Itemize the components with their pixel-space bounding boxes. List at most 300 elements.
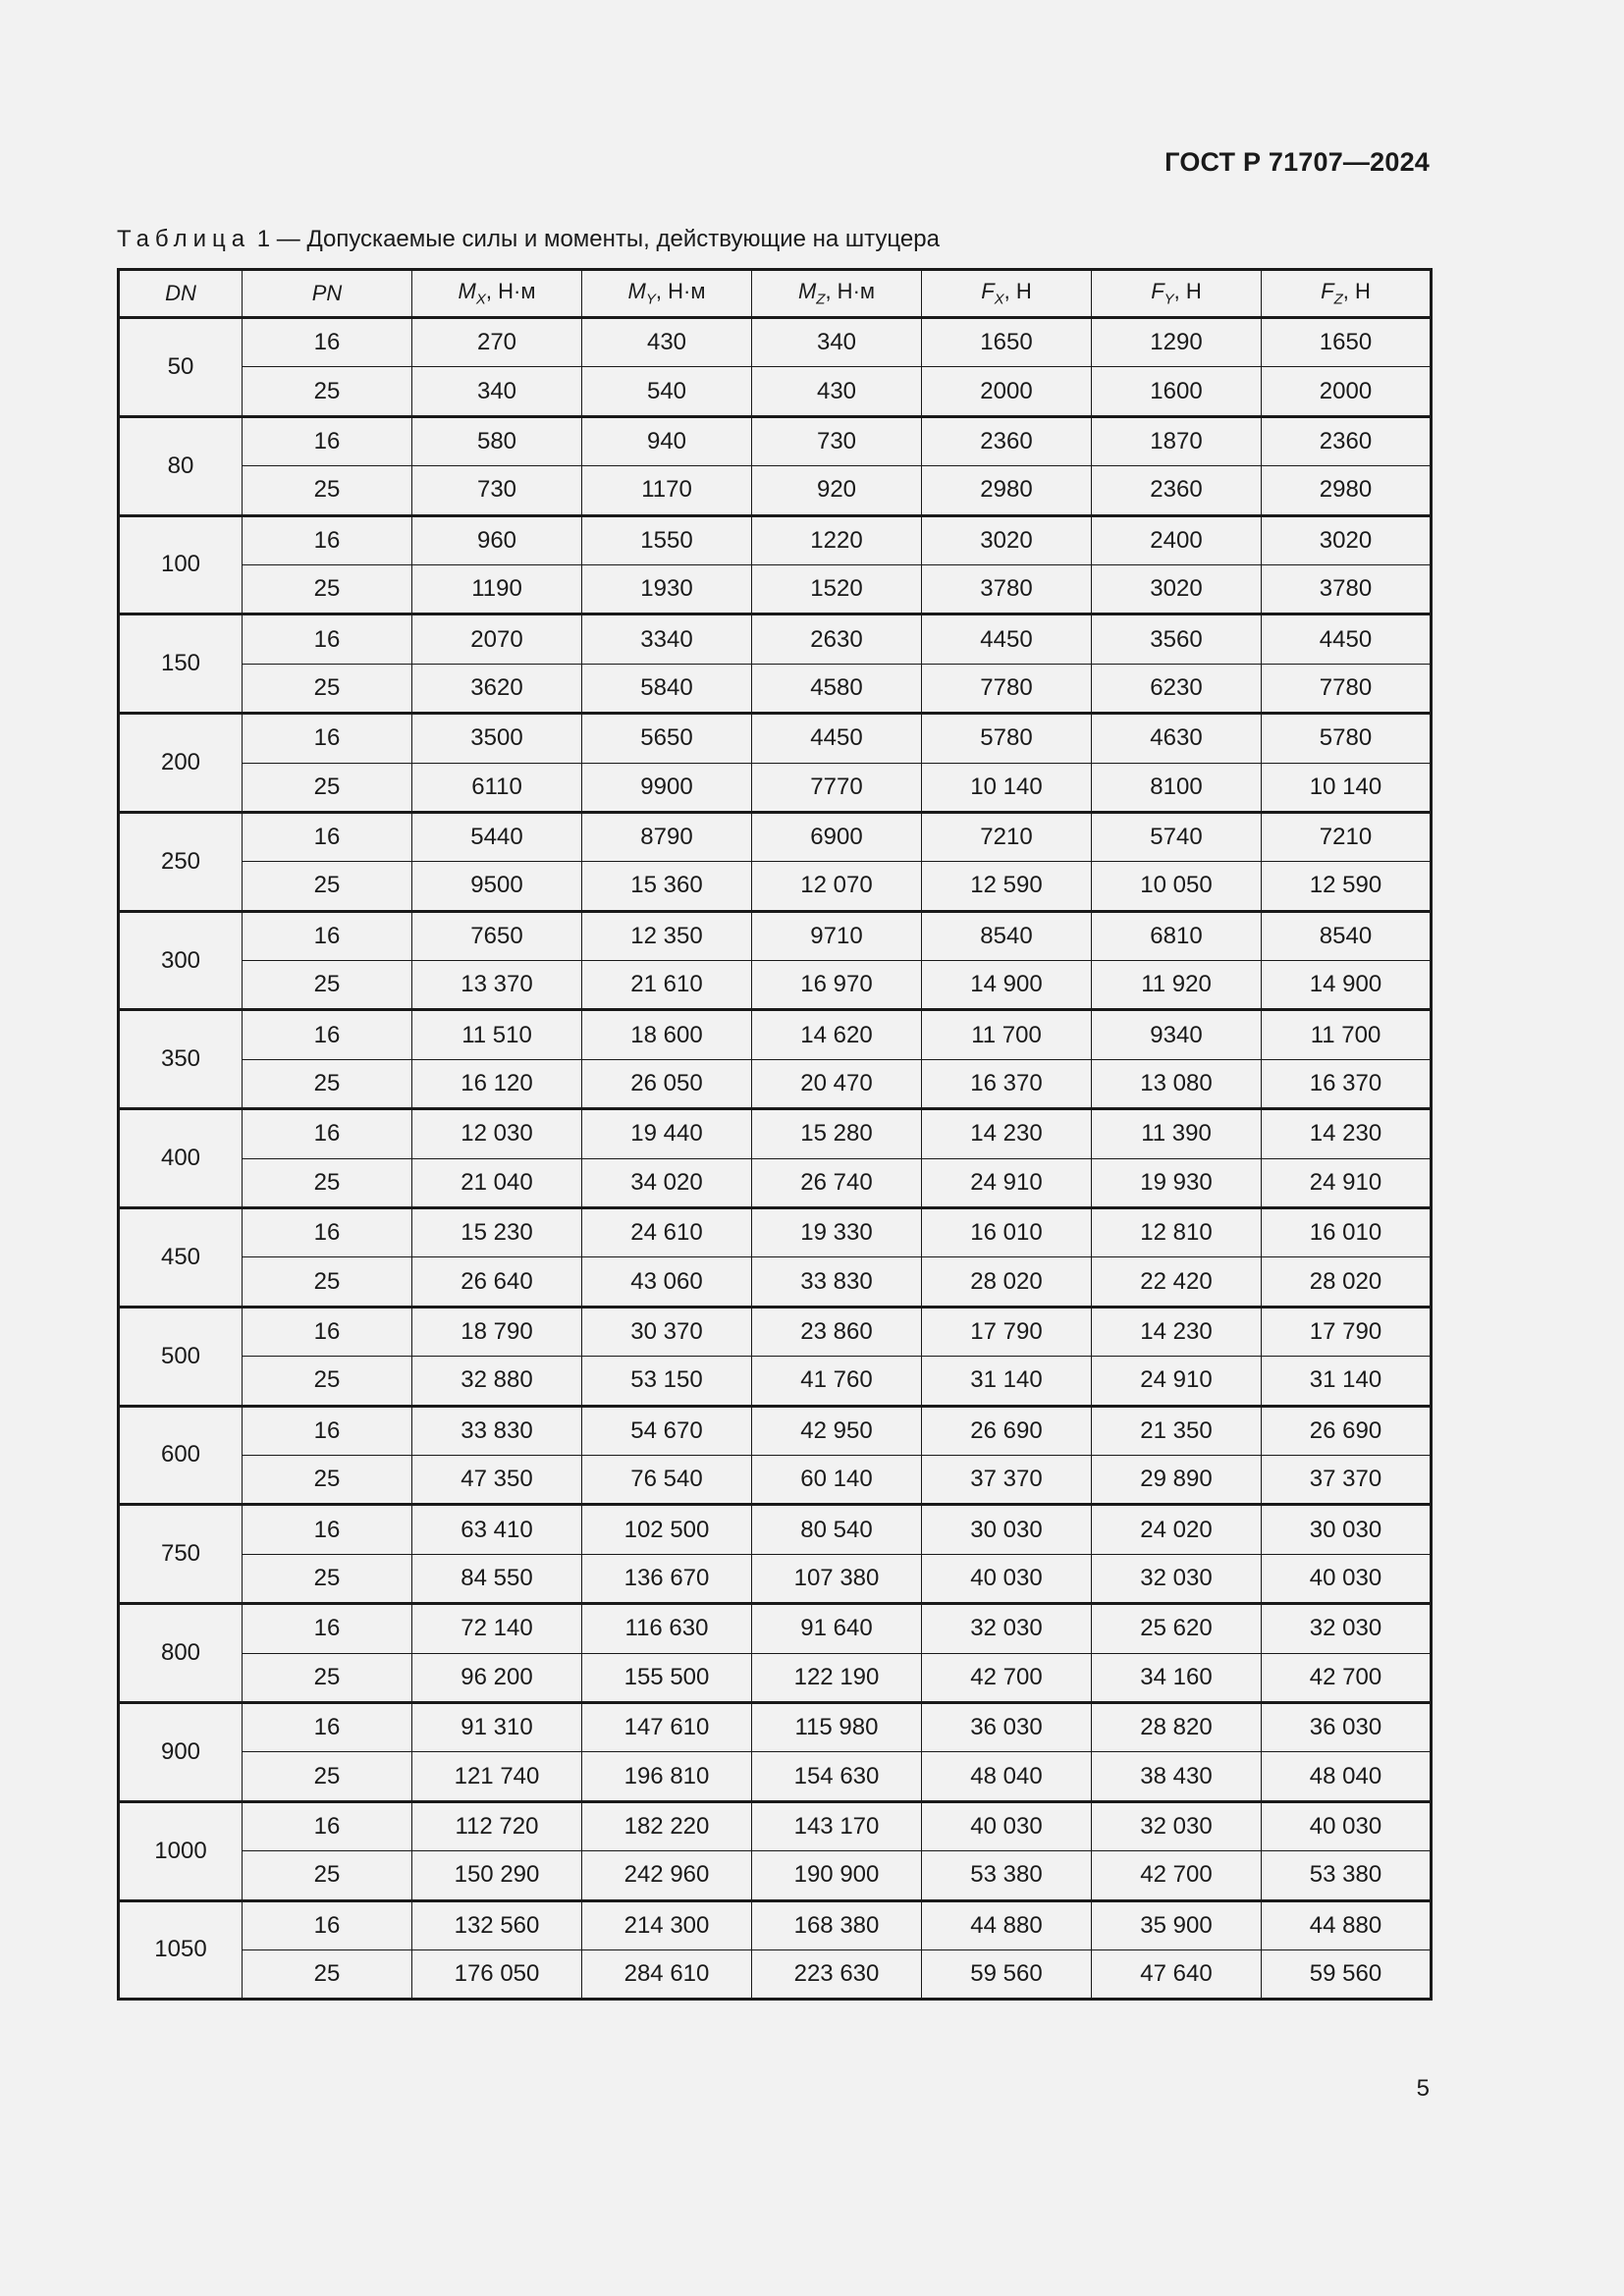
table-row (119, 564, 1432, 614)
cell-value: 31 140 (1262, 1357, 1432, 1406)
cell-pn: 16 (243, 416, 412, 465)
cell-value: 17 790 (1262, 1307, 1432, 1356)
cell-value: 2360 (922, 416, 1092, 465)
table-row (119, 1307, 1432, 1356)
cell-value: 6110 (412, 763, 582, 812)
cell-value: 47 640 (1092, 1949, 1262, 1999)
cell-value: 16 010 (922, 1208, 1092, 1257)
cell-value: 20 470 (752, 1059, 922, 1108)
col-header-pn: PN (243, 270, 412, 318)
cell-value: 10 050 (1092, 862, 1262, 911)
cell-value: 25 620 (1092, 1604, 1262, 1653)
cell-value: 34 160 (1092, 1653, 1262, 1702)
cell-pn: 16 (243, 1604, 412, 1653)
cell-value: 4630 (1092, 714, 1262, 763)
cell-dn: 80 (119, 416, 243, 515)
cell-value: 155 500 (582, 1653, 752, 1702)
cell-value: 18 790 (412, 1307, 582, 1356)
cell-value: 5650 (582, 714, 752, 763)
cell-value: 284 610 (582, 1949, 752, 1999)
cell-value: 154 630 (752, 1752, 922, 1801)
cell-value: 30 030 (922, 1505, 1092, 1554)
cell-value: 32 880 (412, 1357, 582, 1406)
cell-value: 214 300 (582, 1900, 752, 1949)
table-row (119, 515, 1432, 564)
cell-value: 12 070 (752, 862, 922, 911)
document-id: ГОСТ Р 71707—2024 (1164, 147, 1430, 177)
table-row (119, 714, 1432, 763)
cell-dn: 900 (119, 1702, 243, 1801)
cell-value: 33 830 (752, 1257, 922, 1307)
cell-value: 176 050 (412, 1949, 582, 1999)
cell-value: 2360 (1262, 416, 1432, 465)
table-row (119, 1949, 1432, 1999)
cell-pn: 25 (243, 763, 412, 812)
cell-dn: 750 (119, 1505, 243, 1604)
cell-dn: 100 (119, 515, 243, 614)
cell-value: 16 970 (752, 961, 922, 1010)
table-row (119, 812, 1432, 861)
cell-value: 32 030 (922, 1604, 1092, 1653)
cell-value: 121 740 (412, 1752, 582, 1801)
cell-value: 116 630 (582, 1604, 752, 1653)
cell-dn: 200 (119, 714, 243, 813)
cell-value: 12 590 (1262, 862, 1432, 911)
cell-value: 14 900 (922, 961, 1092, 1010)
cell-value: 28 820 (1092, 1702, 1262, 1751)
cell-value: 960 (412, 515, 582, 564)
table-row (119, 1752, 1432, 1801)
cell-pn: 25 (243, 664, 412, 713)
cell-value: 16 010 (1262, 1208, 1432, 1257)
cell-value: 5780 (1262, 714, 1432, 763)
cell-value: 12 030 (412, 1109, 582, 1158)
cell-pn: 16 (243, 515, 412, 564)
cell-value: 76 540 (582, 1455, 752, 1504)
cell-pn: 16 (243, 1010, 412, 1059)
cell-value: 182 220 (582, 1801, 752, 1850)
cell-value: 540 (582, 367, 752, 416)
table-row (119, 1357, 1432, 1406)
table-row (119, 416, 1432, 465)
cell-value: 340 (412, 367, 582, 416)
cell-value: 19 440 (582, 1109, 752, 1158)
cell-pn: 25 (243, 1851, 412, 1900)
cell-value: 3020 (922, 515, 1092, 564)
cell-dn: 1050 (119, 1900, 243, 2000)
cell-pn: 16 (243, 911, 412, 960)
cell-value: 4450 (752, 714, 922, 763)
cell-value: 2980 (922, 466, 1092, 515)
cell-value: 59 560 (1262, 1949, 1432, 1999)
cell-value: 168 380 (752, 1900, 922, 1949)
cell-value: 53 380 (922, 1851, 1092, 1900)
cell-pn: 25 (243, 1554, 412, 1603)
cell-value: 19 930 (1092, 1158, 1262, 1207)
cell-value: 242 960 (582, 1851, 752, 1900)
cell-value: 7780 (1262, 664, 1432, 713)
cell-value: 14 900 (1262, 961, 1432, 1010)
cell-value: 1520 (752, 564, 922, 614)
cell-value: 5780 (922, 714, 1092, 763)
cell-value: 3020 (1092, 564, 1262, 614)
table-row (119, 1653, 1432, 1702)
cell-value: 5840 (582, 664, 752, 713)
cell-value: 80 540 (752, 1505, 922, 1554)
col-header-fz: $F_Z$, Н (1262, 270, 1432, 318)
col-header-mx: $M_X$, Н·м (412, 270, 582, 318)
cell-value: 190 900 (752, 1851, 922, 1900)
cell-value: 35 900 (1092, 1900, 1262, 1949)
table-row (119, 1505, 1432, 1554)
forces-moments-table (117, 268, 1433, 2001)
cell-value: 14 620 (752, 1010, 922, 1059)
cell-value: 91 310 (412, 1702, 582, 1751)
cell-value: 136 670 (582, 1554, 752, 1603)
cell-pn: 16 (243, 614, 412, 664)
cell-value: 91 640 (752, 1604, 922, 1653)
cell-pn: 16 (243, 1801, 412, 1850)
table-body (119, 318, 1432, 2000)
table-row (119, 1455, 1432, 1504)
cell-dn: 350 (119, 1010, 243, 1109)
cell-value: 59 560 (922, 1949, 1092, 1999)
cell-value: 10 140 (1262, 763, 1432, 812)
table-row (119, 1801, 1432, 1850)
cell-value: 580 (412, 416, 582, 465)
cell-value: 24 610 (582, 1208, 752, 1257)
cell-value: 1190 (412, 564, 582, 614)
table-row (119, 1851, 1432, 1900)
cell-value: 112 720 (412, 1801, 582, 1850)
cell-value: 430 (582, 318, 752, 367)
table-row (119, 1406, 1432, 1455)
cell-value: 26 690 (1262, 1406, 1432, 1455)
cell-value: 26 740 (752, 1158, 922, 1207)
cell-dn: 150 (119, 614, 243, 714)
cell-value: 48 040 (922, 1752, 1092, 1801)
cell-value: 132 560 (412, 1900, 582, 1949)
cell-value: 26 050 (582, 1059, 752, 1108)
cell-value: 3500 (412, 714, 582, 763)
cell-value: 16 120 (412, 1059, 582, 1108)
col-header-mz: $M_Z$, Н·м (752, 270, 922, 318)
cell-value: 4450 (922, 614, 1092, 664)
table-row (119, 367, 1432, 416)
cell-dn: 250 (119, 812, 243, 911)
cell-value: 1650 (922, 318, 1092, 367)
cell-value: 1930 (582, 564, 752, 614)
cell-value: 4450 (1262, 614, 1432, 664)
cell-value: 13 370 (412, 961, 582, 1010)
table-row (119, 862, 1432, 911)
cell-value: 102 500 (582, 1505, 752, 1554)
cell-value: 6230 (1092, 664, 1262, 713)
cell-value: 2400 (1092, 515, 1262, 564)
cell-value: 63 410 (412, 1505, 582, 1554)
cell-pn: 25 (243, 961, 412, 1010)
cell-value: 11 510 (412, 1010, 582, 1059)
cell-value: 53 150 (582, 1357, 752, 1406)
cell-value: 36 030 (922, 1702, 1092, 1751)
cell-dn: 50 (119, 318, 243, 417)
table-caption (117, 226, 940, 253)
table-row (119, 961, 1432, 1010)
cell-value: 7780 (922, 664, 1092, 713)
cell-value: 3340 (582, 614, 752, 664)
cell-pn: 25 (243, 466, 412, 515)
cell-value: 36 030 (1262, 1702, 1432, 1751)
cell-value: 23 860 (752, 1307, 922, 1356)
table-row (119, 664, 1432, 713)
cell-pn: 25 (243, 1455, 412, 1504)
table-row (119, 614, 1432, 664)
cell-value: 1550 (582, 515, 752, 564)
cell-value: 107 380 (752, 1554, 922, 1603)
cell-value: 7770 (752, 763, 922, 812)
cell-value: 37 370 (922, 1455, 1092, 1504)
table-caption-label: Таблица (117, 226, 251, 252)
cell-pn: 25 (243, 1158, 412, 1207)
cell-pn: 25 (243, 367, 412, 416)
cell-value: 47 350 (412, 1455, 582, 1504)
cell-value: 12 810 (1092, 1208, 1262, 1257)
cell-value: 3780 (922, 564, 1092, 614)
cell-value: 7650 (412, 911, 582, 960)
cell-value: 40 030 (1262, 1801, 1432, 1850)
table-caption-text: 1 — Допускаемые силы и моменты, действующие на штуцера (250, 226, 940, 252)
cell-value: 11 390 (1092, 1109, 1262, 1158)
cell-value: 31 140 (922, 1357, 1092, 1406)
cell-value: 3780 (1262, 564, 1432, 614)
table-row (119, 466, 1432, 515)
cell-value: 38 430 (1092, 1752, 1262, 1801)
cell-value: 2980 (1262, 466, 1432, 515)
cell-value: 43 060 (582, 1257, 752, 1307)
cell-value: 730 (752, 416, 922, 465)
cell-value: 1290 (1092, 318, 1262, 367)
cell-pn: 16 (243, 1900, 412, 1949)
cell-value: 196 810 (582, 1752, 752, 1801)
cell-value: 1220 (752, 515, 922, 564)
cell-value: 24 020 (1092, 1505, 1262, 1554)
cell-dn: 300 (119, 911, 243, 1010)
cell-pn: 16 (243, 1109, 412, 1158)
cell-value: 9900 (582, 763, 752, 812)
cell-value: 30 370 (582, 1307, 752, 1356)
cell-value: 3020 (1262, 515, 1432, 564)
cell-value: 84 550 (412, 1554, 582, 1603)
cell-value: 16 370 (922, 1059, 1092, 1108)
cell-value: 7210 (1262, 812, 1432, 861)
cell-dn: 500 (119, 1307, 243, 1406)
table-header-row (119, 270, 1432, 318)
cell-value: 22 420 (1092, 1257, 1262, 1307)
table-row (119, 763, 1432, 812)
cell-value: 40 030 (922, 1801, 1092, 1850)
cell-pn: 25 (243, 1059, 412, 1108)
cell-value: 26 690 (922, 1406, 1092, 1455)
cell-dn: 1000 (119, 1801, 243, 1900)
cell-value: 430 (752, 367, 922, 416)
cell-value: 2070 (412, 614, 582, 664)
cell-value: 42 700 (1092, 1851, 1262, 1900)
cell-value: 8790 (582, 812, 752, 861)
cell-value: 28 020 (922, 1257, 1092, 1307)
cell-value: 26 640 (412, 1257, 582, 1307)
cell-value: 11 700 (1262, 1010, 1432, 1059)
cell-value: 48 040 (1262, 1752, 1432, 1801)
cell-value: 15 230 (412, 1208, 582, 1257)
cell-value: 28 020 (1262, 1257, 1432, 1307)
cell-value: 42 950 (752, 1406, 922, 1455)
table-row (119, 1554, 1432, 1603)
table-row (119, 911, 1432, 960)
cell-value: 2000 (1262, 367, 1432, 416)
cell-value: 14 230 (1262, 1109, 1432, 1158)
cell-value: 15 280 (752, 1109, 922, 1158)
cell-dn: 800 (119, 1604, 243, 1703)
cell-pn: 16 (243, 1307, 412, 1356)
col-header-dn: DN (119, 270, 243, 318)
cell-value: 115 980 (752, 1702, 922, 1751)
cell-pn: 16 (243, 714, 412, 763)
cell-value: 44 880 (922, 1900, 1092, 1949)
cell-dn: 400 (119, 1109, 243, 1208)
cell-value: 14 230 (1092, 1307, 1262, 1356)
cell-value: 9340 (1092, 1010, 1262, 1059)
cell-value: 3560 (1092, 614, 1262, 664)
cell-value: 1600 (1092, 367, 1262, 416)
table-row (119, 1900, 1432, 1949)
cell-pn: 25 (243, 1949, 412, 1999)
table-row (119, 1109, 1432, 1158)
cell-value: 42 700 (1262, 1653, 1432, 1702)
cell-value: 53 380 (1262, 1851, 1432, 1900)
cell-value: 8540 (1262, 911, 1432, 960)
cell-value: 2000 (922, 367, 1092, 416)
cell-pn: 16 (243, 1406, 412, 1455)
cell-pn: 25 (243, 1357, 412, 1406)
table-row (119, 1604, 1432, 1653)
cell-value: 32 030 (1092, 1801, 1262, 1850)
table-row (119, 318, 1432, 367)
cell-value: 19 330 (752, 1208, 922, 1257)
cell-pn: 25 (243, 862, 412, 911)
page-number: 5 (1416, 2075, 1430, 2102)
cell-pn: 25 (243, 564, 412, 614)
cell-pn: 25 (243, 1653, 412, 1702)
cell-value: 270 (412, 318, 582, 367)
cell-value: 72 140 (412, 1604, 582, 1653)
cell-value: 8100 (1092, 763, 1262, 812)
cell-value: 6900 (752, 812, 922, 861)
cell-value: 9710 (752, 911, 922, 960)
cell-pn: 16 (243, 1208, 412, 1257)
cell-value: 1870 (1092, 416, 1262, 465)
cell-dn: 450 (119, 1208, 243, 1308)
cell-value: 24 910 (1262, 1158, 1432, 1207)
cell-value: 5740 (1092, 812, 1262, 861)
cell-value: 32 030 (1262, 1604, 1432, 1653)
cell-value: 16 370 (1262, 1059, 1432, 1108)
cell-value: 41 760 (752, 1357, 922, 1406)
table-row (119, 1702, 1432, 1751)
cell-value: 14 230 (922, 1109, 1092, 1158)
table-row (119, 1158, 1432, 1207)
cell-value: 13 080 (1092, 1059, 1262, 1108)
table-row (119, 1257, 1432, 1307)
cell-dn: 600 (119, 1406, 243, 1505)
cell-pn: 16 (243, 812, 412, 861)
cell-value: 40 030 (922, 1554, 1092, 1603)
cell-value: 37 370 (1262, 1455, 1432, 1504)
cell-value: 7210 (922, 812, 1092, 861)
cell-value: 1170 (582, 466, 752, 515)
cell-value: 30 030 (1262, 1505, 1432, 1554)
cell-value: 150 290 (412, 1851, 582, 1900)
cell-pn: 16 (243, 318, 412, 367)
cell-value: 60 140 (752, 1455, 922, 1504)
table-row (119, 1010, 1432, 1059)
cell-value: 940 (582, 416, 752, 465)
cell-value: 18 600 (582, 1010, 752, 1059)
table-row (119, 1208, 1432, 1257)
cell-value: 12 590 (922, 862, 1092, 911)
cell-pn: 25 (243, 1257, 412, 1307)
cell-value: 920 (752, 466, 922, 515)
cell-value: 42 700 (922, 1653, 1092, 1702)
cell-value: 21 350 (1092, 1406, 1262, 1455)
cell-value: 21 040 (412, 1158, 582, 1207)
cell-value: 223 630 (752, 1949, 922, 1999)
cell-pn: 16 (243, 1702, 412, 1751)
table-row (119, 1059, 1432, 1108)
cell-value: 10 140 (922, 763, 1092, 812)
cell-value: 40 030 (1262, 1554, 1432, 1603)
cell-value: 2630 (752, 614, 922, 664)
cell-value: 15 360 (582, 862, 752, 911)
cell-value: 34 020 (582, 1158, 752, 1207)
cell-pn: 16 (243, 1505, 412, 1554)
cell-value: 44 880 (1262, 1900, 1432, 1949)
cell-value: 9500 (412, 862, 582, 911)
col-header-fy: $F_Y$, Н (1092, 270, 1262, 318)
cell-value: 1650 (1262, 318, 1432, 367)
cell-value: 96 200 (412, 1653, 582, 1702)
cell-value: 24 910 (922, 1158, 1092, 1207)
cell-value: 21 610 (582, 961, 752, 1010)
cell-value: 730 (412, 466, 582, 515)
cell-value: 143 170 (752, 1801, 922, 1850)
cell-value: 4580 (752, 664, 922, 713)
cell-value: 11 700 (922, 1010, 1092, 1059)
cell-value: 5440 (412, 812, 582, 861)
cell-pn: 25 (243, 1752, 412, 1801)
cell-value: 122 190 (752, 1653, 922, 1702)
cell-value: 147 610 (582, 1702, 752, 1751)
cell-value: 340 (752, 318, 922, 367)
cell-value: 17 790 (922, 1307, 1092, 1356)
cell-value: 11 920 (1092, 961, 1262, 1010)
cell-value: 54 670 (582, 1406, 752, 1455)
col-header-fx: $F_X$, Н (922, 270, 1092, 318)
cell-value: 6810 (1092, 911, 1262, 960)
cell-value: 12 350 (582, 911, 752, 960)
cell-value: 8540 (922, 911, 1092, 960)
cell-value: 2360 (1092, 466, 1262, 515)
cell-value: 33 830 (412, 1406, 582, 1455)
